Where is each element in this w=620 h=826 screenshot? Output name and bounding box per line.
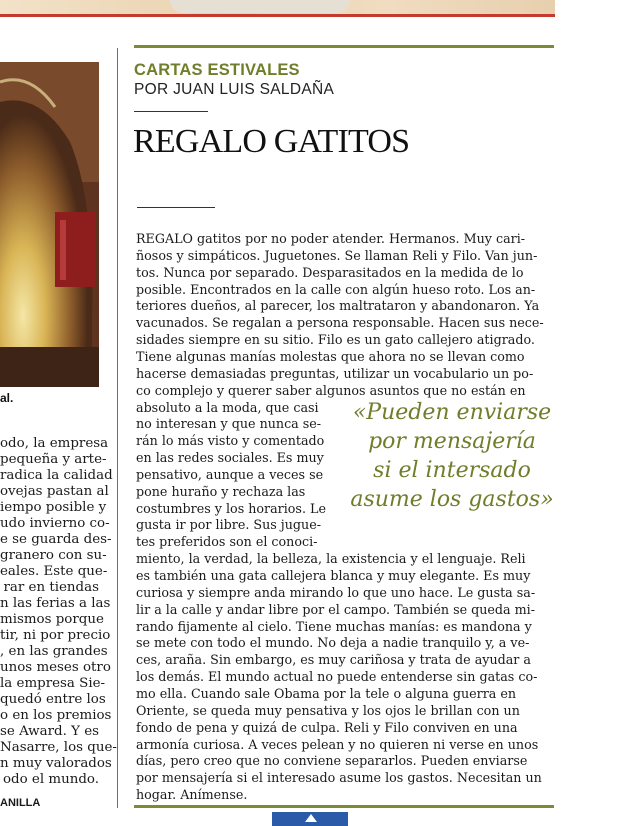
body-line: fondo de pena y quizá de culpa. Reli y Filo conviven en una <box>136 719 518 735</box>
top-illustration-shape <box>170 0 350 13</box>
body-line: REGALO gatitos por no poder atender. Hermanos. Muy cari- <box>136 231 526 246</box>
body-line: en las redes sociales. Es muy <box>136 450 324 466</box>
left-text-line: n las ferias a las <box>0 596 111 611</box>
body-line: días, pero creo que no conviene separarlos. Pueden enviarse <box>136 753 528 769</box>
body-line: gusta ir por libre. Sus jugue- <box>136 517 321 533</box>
body-line: ñosos y simpáticos. Juguetones. Se llaman Reli y Filo. Van jun- <box>136 247 538 263</box>
page-tab <box>272 812 348 826</box>
body-line: pone huraño y rechaza las <box>136 483 306 499</box>
left-text-line: odo, la empresa <box>0 436 109 451</box>
body-line: rán lo más visto y comentado <box>136 433 325 449</box>
pull-quote-line: por mensajería <box>368 429 536 454</box>
body-line: vacunados. Se regalan a persona responsable. Hacen sus nece- <box>136 315 544 331</box>
body-line: es también una gata callejera blanca y muy elegante. Es muy <box>136 568 531 583</box>
byline: POR JUAN LUIS SALDAÑA <box>134 81 335 98</box>
pull-quote <box>346 398 558 514</box>
body-line: lir a la calle y andar libre por el campo. También se queda mi- <box>136 601 536 617</box>
top-green-rule <box>134 45 554 48</box>
body-line: ces, araña. Sin embargo, es muy cariñosa y trata de ayudar a <box>136 652 531 668</box>
left-text-line: granero con su- <box>0 548 107 563</box>
left-text-line: , en las grandes <box>0 644 108 659</box>
headline-rule <box>137 207 215 208</box>
body-line: armonía curiosa. A veces pelean y no quieren ni verse en unos <box>136 736 539 752</box>
body-line: costumbres y los horarios. Le <box>136 500 326 516</box>
body-line: sidades siempre en su sitio. Filo es un gato callejero atigrado. <box>136 332 535 348</box>
body-line: Oriente, se queda muy pensativa y los ojos le brillan con un <box>136 702 520 718</box>
body-line: se mete con todo el mundo. No deja a nadie tranquilo y, a ve- <box>136 635 530 651</box>
photo-caption-fragment: al. <box>0 391 14 405</box>
up-arrow-icon <box>305 814 317 822</box>
headline: REGALO GATITOS <box>133 123 410 160</box>
left-text-line: n muy valorados <box>0 756 112 771</box>
body-line: absoluto a la moda, que casi <box>136 399 319 415</box>
body-line: rando fijamente al cielo. Tiene muchas manías: es mandona y <box>136 618 532 634</box>
body-line: Tiene algunas manías molestas que ahora no se llevan como <box>136 348 525 364</box>
body-line: tes preferidos son el conoci- <box>136 534 318 550</box>
left-column-text <box>0 436 117 796</box>
body-line: tos. Nunca por separado. Desparasitados en la medida de lo <box>136 264 524 280</box>
bottom-green-rule <box>134 805 554 808</box>
left-text-line: mismos porque <box>0 612 104 627</box>
left-text-line: e se guarda des- <box>0 532 112 547</box>
body-line: pensativo, aunque a veces se <box>136 466 324 482</box>
pull-quote-line: asume los gastos» <box>350 487 554 512</box>
body-line: por mensajería si el interesado asume los gastos. Necesitan un <box>136 770 542 786</box>
left-text-line: iempo posible y <box>0 500 107 515</box>
body-line: no interesan y que nunca se- <box>136 416 322 432</box>
left-text-line: tir, ni por precio <box>0 628 111 643</box>
left-text-line: rar en tiendas <box>3 580 99 595</box>
body-line: mo ella. Cuando sale Obama por la tele o alguna guerra en <box>136 685 517 701</box>
left-article-photo <box>0 62 99 387</box>
body-line: posible. Encontrados en la calle con algún hueso roto. Los an- <box>136 281 536 297</box>
body-line: hogar. Anímense. <box>136 787 248 803</box>
left-text-line: pequeña y arte- <box>0 452 107 467</box>
left-signature-fragment: ANILLA <box>0 797 41 809</box>
column-divider <box>117 48 118 808</box>
left-text-line: o en los premios <box>0 708 112 723</box>
byline-rule <box>134 111 208 112</box>
left-text-line: ovejas pastan al <box>0 484 109 499</box>
body-line: los demás. El mundo actual no puede entenderse sin gatas co- <box>136 669 538 685</box>
body-line: curiosa y siempre anda mirando lo que uno hace. Le gusta sa- <box>136 584 536 600</box>
body-line: teriores dueños, al parecer, los maltrataron y abandonaron. Ya <box>136 298 540 314</box>
left-text-line: odo el mundo. <box>2 772 99 787</box>
pull-quote-line: «Pueden enviarse <box>352 400 552 425</box>
body-line: miento, la verdad, la belleza, la existencia y el lenguaje. Reli <box>136 551 526 567</box>
photo-image <box>0 62 99 387</box>
left-text-line: la empresa Sie- <box>0 676 106 691</box>
pull-quote-line: si el intersado <box>373 458 531 483</box>
left-text-line: eales. Este que- <box>0 564 108 579</box>
left-text-line: quedó entre los <box>0 692 106 707</box>
top-page-strip <box>0 0 620 18</box>
left-text-line: unos meses otro <box>0 660 111 675</box>
body-line: co complejo y querer saber algunos asuntos que no están en <box>136 382 526 398</box>
left-text-line: udo invierno co- <box>0 516 110 531</box>
left-text-line: radica la calidad <box>0 468 113 483</box>
section-title: CARTAS ESTIVALES <box>134 61 300 79</box>
left-text-line: se Award. Y es <box>0 724 99 739</box>
left-text-line: Nasarre, los que- <box>0 740 117 755</box>
body-line: hacerse demasiadas preguntas, utilizar un vocabulario un po- <box>136 365 534 381</box>
